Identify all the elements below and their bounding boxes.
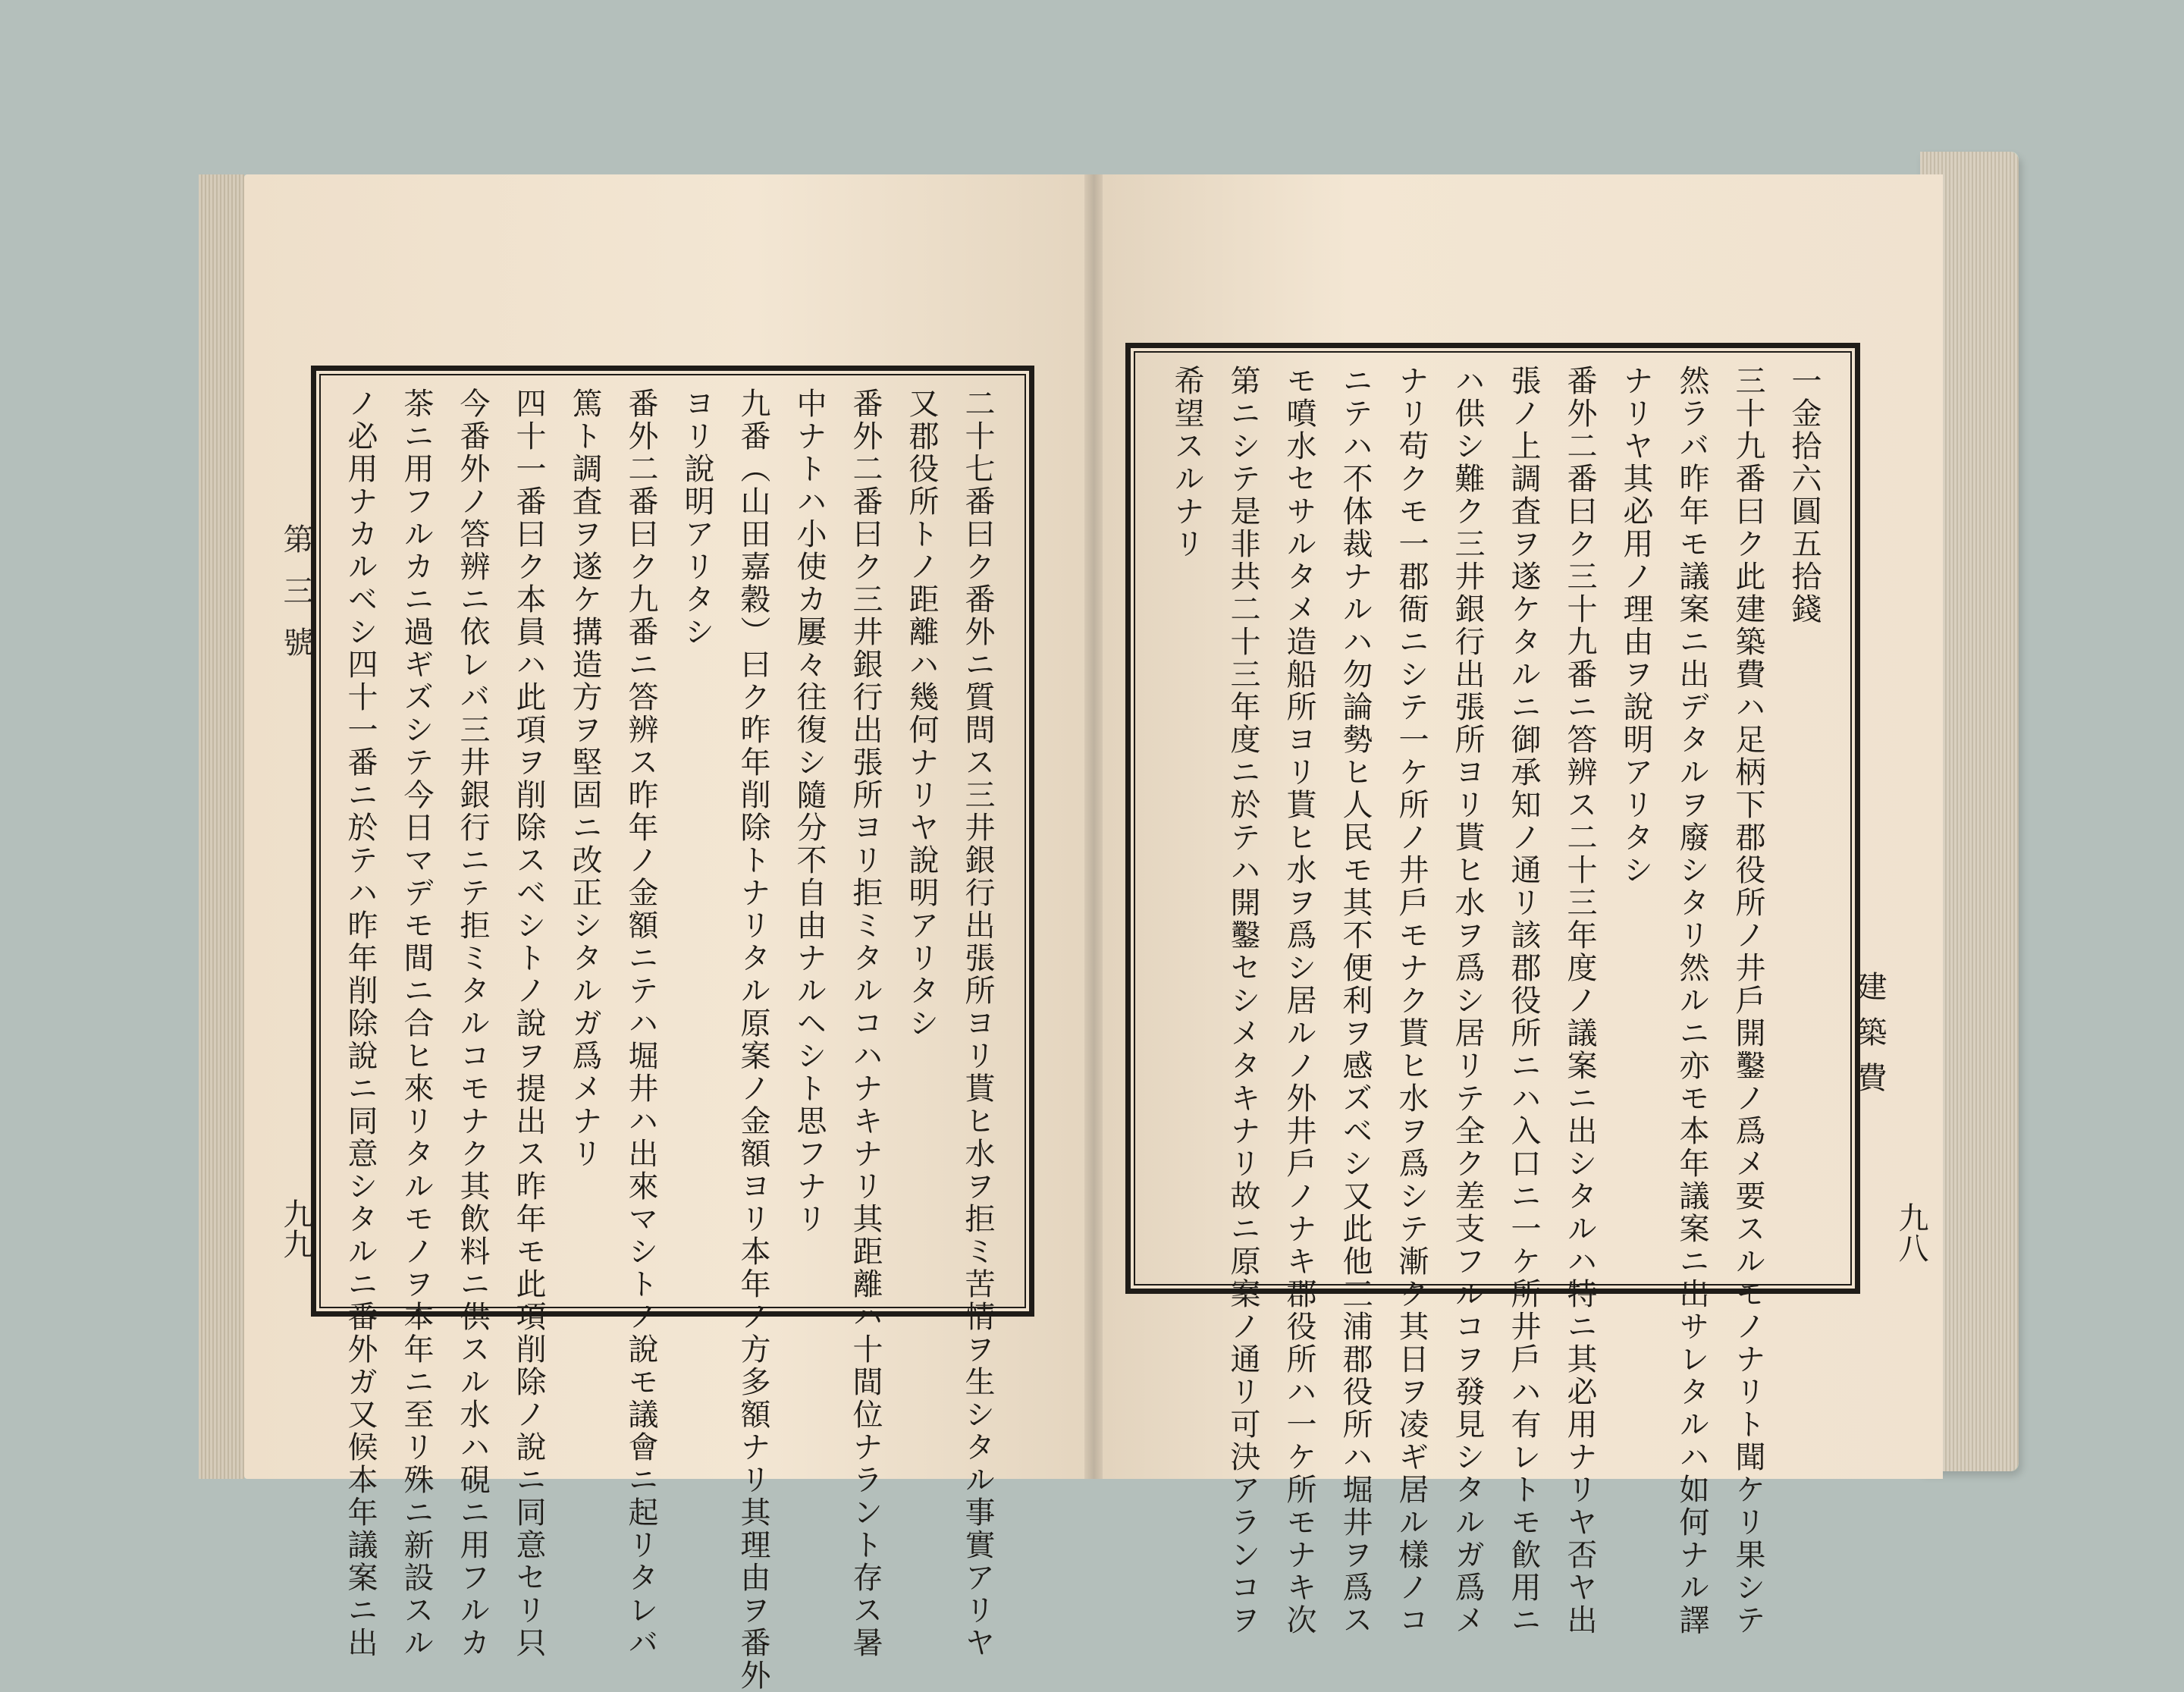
- text-column: 然ラバ昨年モ議案ニ出デタルヲ廢シタリ然ルニ亦モ本年議案ニ出サレタルハ如何ナル譯: [1674, 365, 1709, 1637]
- text-column: 四十一番曰ク本員ハ此項ヲ削除スベシトノ說ヲ提出ス昨年モ此項削除ノ說ニ同意セリ只: [511, 388, 546, 1659]
- text-column: 張ノ上調査ヲ遂ケタルニ御承知ノ通リ該郡役所ニハ入口ニ一ケ所井戶ハ有レトモ飮用ニ: [1506, 365, 1541, 1637]
- text-column: 茶ニ用フルカニ過ギズシテ今日マデモ間ニ合ヒ來リタルモノヲ本年ニ至リ殊ニ新設スル: [399, 388, 434, 1659]
- text-column: ナリヤ其必用ノ理由ヲ說明アリタシ: [1618, 365, 1653, 887]
- text-column: 一金拾六圓五拾錢: [1787, 365, 1822, 626]
- left-text-frame: [311, 366, 1034, 1692]
- text-column: 希望スルナリ: [1169, 365, 1204, 560]
- text-column: 又郡役所トノ距離ハ幾何ナリヤ說明アリタシ: [904, 388, 939, 1040]
- text-column: 三十九番曰ク此建築費ハ足柄下郡役所ノ井戶開鑿ノ爲メ要スルモノナリト聞ケリ果シテ: [1731, 365, 1765, 1637]
- text-column: ニテハ不体裁ナルハ勿論勢ヒ人民モ其不便利ヲ感ズベシ又此他三浦郡役所ハ堀井ヲ爲ス: [1338, 365, 1373, 1637]
- text-column: ノ必用ナカルベシ四十一番ニ於テハ昨年削除說ニ同意シタルニ番外ガ又候本年議案ニ出: [343, 388, 378, 1659]
- text-column: 番外二番曰ク九番ニ答辨ス昨年ノ金額ニテハ堀井ハ出來マシトノ說モ議會ニ起リタレバ: [623, 388, 658, 1659]
- right-text-frame: [1125, 343, 1860, 1637]
- text-column: モ噴水セサルタメ造船所ヨリ貰ヒ水ヲ爲シ居ルノ外井戶ノナキ郡役所ハ一ケ所モナキ次: [1282, 365, 1316, 1637]
- page-edges-left: [199, 174, 244, 1479]
- text-column: ヨリ說明アリタシ: [679, 388, 714, 648]
- text-column: 九番（山田嘉穀）曰ク昨年削除トナリタル原案ノ金額ヨリ本年ノ方多額ナリ其理由ヲ番外: [736, 388, 770, 1692]
- text-column: 篤ト調査ヲ遂ケ搆造方ヲ堅固ニ改正シタルガ爲メナリ: [567, 388, 602, 1170]
- text-column: 今番外ノ答辨ニ依レバ三井銀行ニテ拒ミタルコモナク其飲料ニ供スル水ハ硯ニ用フルカ: [455, 388, 490, 1659]
- open-book: [199, 152, 2019, 1692]
- book-gutter: [1084, 174, 1103, 1479]
- text-column: 番外二番曰ク三井銀行出張所ヨリ拒ミタルコハナキナリ其距離ハ十間位ナラント存ス暑: [848, 388, 883, 1659]
- text-column: 番外二番曰ク三十九番ニ答辨ス二十三年度ノ議案ニ出シタルハ特ニ其必用ナリヤ否ヤ出: [1562, 365, 1597, 1637]
- text-column: 二十七番曰ク番外ニ質問ス三井銀行出張所ヨリ貰ヒ水ヲ拒ミ苦情ヲ生シタル事實アリヤ: [960, 388, 995, 1659]
- page-number-right: 九八: [1894, 1202, 1928, 1263]
- running-title: 第三號: [278, 523, 313, 678]
- text-column: 第ニシテ是非共二十三年度ニ於テハ開鑿セシメタキナリ故ニ原案ノ通リ可決アランコヲ: [1225, 365, 1260, 1637]
- text-column: ハ供シ難ク三井銀行出張所ヨリ貰ヒ水ヲ爲シ居リテ全ク差支フルコヲ發見シタルガ爲メ: [1450, 365, 1485, 1637]
- text-column: ナリ苟クモ一郡衙ニシテ一ケ所ノ井戶モナク貰ヒ水ヲ爲シテ漸ク其日ヲ凌ギ居ル樣ノコ: [1394, 365, 1429, 1637]
- page-number-left: 九九: [278, 1198, 313, 1259]
- section-title: 建築費: [1852, 971, 1887, 1107]
- text-column: 中ナトハ小使カ屢々往復シ隨分不自由ナルヘシト思フナリ: [792, 388, 827, 1235]
